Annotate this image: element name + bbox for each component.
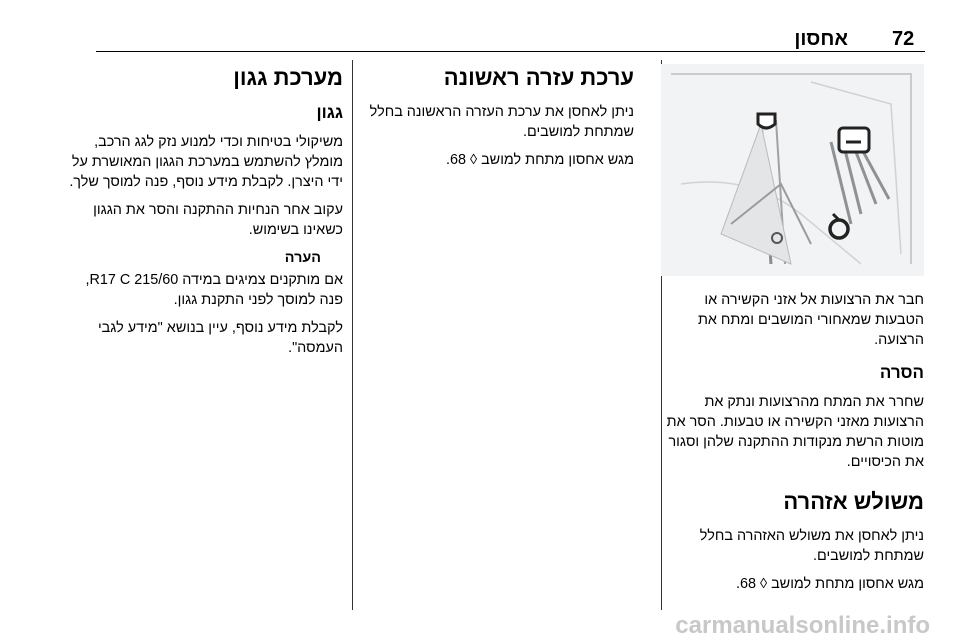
removal-heading: הסרה — [879, 363, 924, 382]
roof-rack-paragraph-3: לקבלת מידע נוסף, עיין בנושא "מידע לגבי העמסה". — [97, 320, 343, 356]
left-column — [65, 64, 343, 366]
warning-triangle-heading: משולש אזהרה — [783, 489, 924, 514]
note-block — [65, 248, 343, 268]
roof-rack-paragraph-1: משיקולי בטיחות וכדי למנוע נזק לגג הרכב, מומלץ להשתמש במערכת הגגון המאושרת על ידי היצרן. לקבלת מידע נוסף, פנה למוסך שלך. — [69, 134, 343, 190]
note-text: אם מותקנים צמיגים במידה 215/60 R17 C, פנה למוסך לפני התקנת גגון. — [85, 272, 343, 308]
header-rule — [96, 51, 925, 52]
warning-triangle-text: ניתן לאחסן את משולש האזהרה בחלל שמתחת למושבים. — [699, 528, 924, 564]
right-column — [661, 64, 924, 602]
roof-rack-paragraph-2: עקוב אחר הנחיות ההתקנה והסר את הגגון כשאינו בשימוש. — [93, 202, 343, 238]
illustration-caption: חבר את הרצועות אל אזני הקשירה או הטבעות שמאחורי המושבים ומתח את הרצועה. — [697, 292, 924, 348]
first-aid-reference: מגש אחסון מתחת למושב ◊ 68. — [445, 152, 634, 168]
first-aid-heading: ערכת עזרה ראשונה — [443, 65, 634, 90]
note-title: הערה — [284, 250, 321, 266]
header-title: אחסון — [794, 28, 848, 50]
roof-rack-heading: מערכת גגון — [233, 65, 343, 90]
watermark: carmanualsonline.info — [675, 612, 930, 639]
removal-text: שחרר את המתח מהרצועות ונתק את הרצועות מאזני הקשירה או טבעות. הסר את מוטות הרשת מנקודות ההתקנה שלהן וסגור את הכיסויים. — [666, 394, 924, 470]
roof-rack-subheading: גגון — [316, 103, 343, 122]
warning-triangle-reference: מגש אחסון מתחת למושב ◊ 68. — [735, 576, 924, 592]
page-number: 72 — [892, 28, 915, 50]
page-header — [0, 0, 960, 52]
first-aid-text: ניתן לאחסן את ערכת העזרה הראשונה בחלל שמתחת למושבים. — [369, 104, 634, 140]
cargo-net-drawing — [661, 64, 924, 276]
column-divider-left — [352, 60, 353, 610]
middle-column — [364, 64, 634, 178]
cargo-net-illustration — [661, 64, 924, 276]
